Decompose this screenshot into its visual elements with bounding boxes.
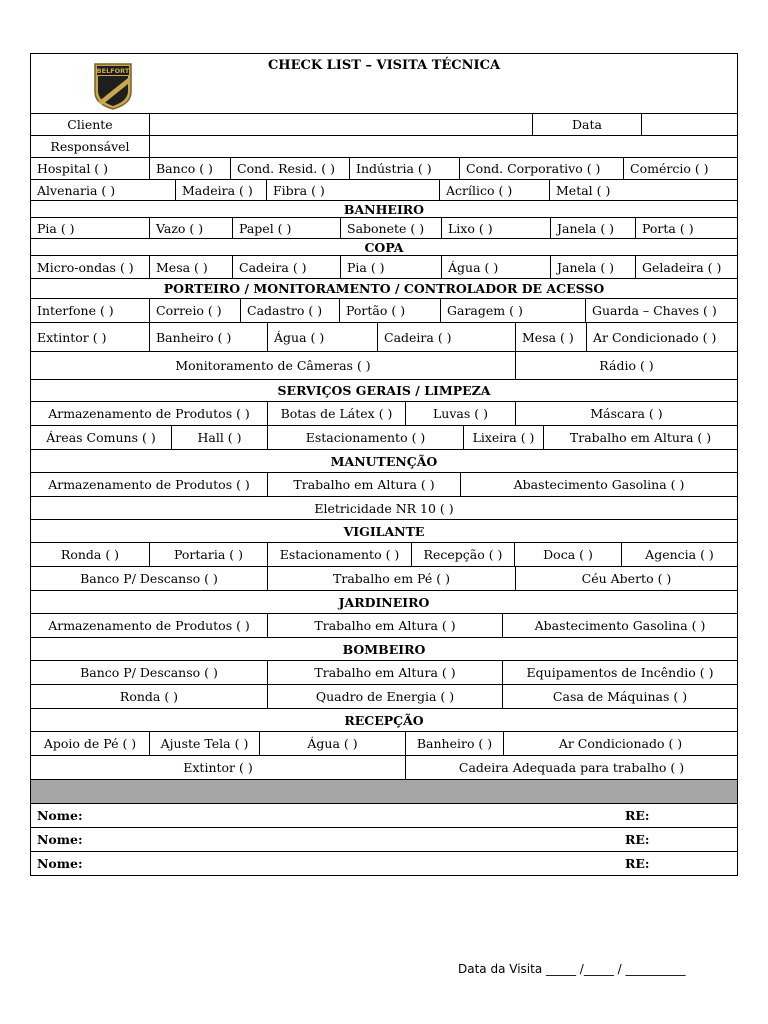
- option-equipamentos-incendio[interactable]: Equipamentos de Incêndio ( ): [502, 661, 737, 684]
- option-pia[interactable]: Pia ( ): [340, 256, 441, 278]
- option-cadeira[interactable]: Cadeira ( ): [232, 256, 340, 278]
- jardineiro-row: [31, 613, 737, 637]
- option-interfone[interactable]: Interfone ( ): [37, 303, 114, 318]
- section-manutencao: [31, 449, 737, 472]
- option-banheiro[interactable]: Banheiro ( ): [405, 732, 503, 755]
- option-madeira[interactable]: Madeira ( ): [175, 180, 266, 200]
- option-agencia[interactable]: Agencia ( ): [621, 543, 737, 566]
- name-label[interactable]: Nome:: [37, 856, 83, 871]
- option-geladeira[interactable]: Geladeira ( ): [635, 256, 737, 278]
- option-banco[interactable]: Banco ( ): [149, 158, 230, 179]
- option-recepcao[interactable]: Recepção ( ): [411, 543, 514, 566]
- manutencao-row-1: [31, 472, 737, 496]
- option-apoio-pe[interactable]: Apoio de Pé ( ): [43, 736, 137, 751]
- option-sabonete[interactable]: Sabonete ( ): [340, 218, 441, 238]
- option-cadeira[interactable]: Cadeira ( ): [377, 323, 515, 351]
- option-ceu-aberto[interactable]: Céu Aberto ( ): [515, 567, 737, 590]
- option-cond-resid[interactable]: Cond. Resid. ( ): [230, 158, 349, 179]
- option-luvas[interactable]: Luvas ( ): [405, 402, 515, 425]
- option-agua[interactable]: Água ( ): [259, 732, 405, 755]
- visit-date-line: Data da Visita _____ /_____ / __________: [458, 962, 686, 976]
- option-acrilico[interactable]: Acrílico ( ): [439, 180, 549, 200]
- option-cond-corporativo[interactable]: Cond. Corporativo ( ): [459, 158, 623, 179]
- section-title: MANUTENÇÃO: [330, 453, 438, 469]
- option-porta[interactable]: Porta ( ): [635, 218, 737, 238]
- option-trabalho-altura[interactable]: Trabalho em Altura ( ): [267, 661, 502, 684]
- responsavel-field[interactable]: [149, 136, 737, 157]
- section-title: BANHEIRO: [343, 201, 425, 217]
- option-ronda[interactable]: Ronda ( ): [60, 547, 120, 562]
- option-banco-descanso[interactable]: Banco P/ Descanso ( ): [80, 571, 218, 586]
- option-mascara[interactable]: Máscara ( ): [515, 402, 737, 425]
- option-doca[interactable]: Doca ( ): [514, 543, 621, 566]
- option-hall[interactable]: Hall ( ): [171, 426, 267, 449]
- manutencao-row-2: [31, 496, 737, 519]
- re-label[interactable]: RE:: [625, 808, 650, 823]
- section-copa: [31, 238, 737, 255]
- section-title: COPA: [364, 239, 404, 255]
- option-hospital[interactable]: Hospital ( ): [37, 161, 109, 176]
- option-fibra[interactable]: Fibra ( ): [266, 180, 439, 200]
- section-title: JARDINEIRO: [338, 594, 430, 610]
- option-correio[interactable]: Correio ( ): [149, 299, 240, 322]
- portaria-row-3: [31, 351, 737, 379]
- option-ar-condicionado[interactable]: Ar Condicionado ( ): [503, 732, 737, 755]
- client-field[interactable]: [149, 114, 532, 135]
- client-row: [31, 113, 737, 135]
- option-banco-descanso[interactable]: Banco P/ Descanso ( ): [80, 665, 218, 680]
- material-row: [31, 179, 737, 200]
- logo-text: BELFORT: [96, 67, 130, 75]
- option-trabalho-pe[interactable]: Trabalho em Pé ( ): [267, 567, 515, 590]
- option-pia[interactable]: Pia ( ): [37, 220, 75, 236]
- option-industria[interactable]: Indústria ( ): [349, 158, 459, 179]
- option-armazenamento-produtos[interactable]: Armazenamento de Produtos ( ): [48, 618, 250, 633]
- section-jardineiro: [31, 590, 737, 613]
- date-label: Data: [532, 114, 641, 135]
- option-botas-latex[interactable]: Botas de Látex ( ): [267, 402, 405, 425]
- option-estacionamento[interactable]: Estacionamento ( ): [267, 543, 411, 566]
- option-armazenamento-produtos[interactable]: Armazenamento de Produtos ( ): [48, 406, 250, 421]
- option-ronda[interactable]: Ronda ( ): [119, 689, 179, 704]
- option-ar-condicionado[interactable]: Ar Condicionado ( ): [586, 323, 737, 351]
- copa-row: [31, 255, 737, 278]
- gray-separator: [31, 779, 737, 803]
- section-portaria: [31, 278, 737, 298]
- option-trabalho-altura[interactable]: Trabalho em Altura ( ): [543, 426, 737, 449]
- client-label: Cliente: [67, 117, 113, 132]
- option-eletricidade-nr10[interactable]: Eletricidade NR 10 ( ): [314, 500, 454, 516]
- option-abastecimento-gasolina[interactable]: Abastecimento Gasolina ( ): [502, 614, 737, 637]
- option-banheiro[interactable]: Banheiro ( ): [149, 323, 267, 351]
- bombeiro-row-2: [31, 684, 737, 708]
- option-cadastro[interactable]: Cadastro ( ): [240, 299, 339, 322]
- responsavel-row: [31, 135, 737, 157]
- banheiro-row: [31, 217, 737, 238]
- option-casa-maquinas[interactable]: Casa de Máquinas ( ): [502, 685, 737, 708]
- re-label[interactable]: RE:: [625, 832, 650, 847]
- option-armazenamento-produtos[interactable]: Armazenamento de Produtos ( ): [48, 477, 250, 492]
- section-title: PORTEIRO / MONITORAMENTO / CONTROLADOR DE ACESSO: [163, 281, 605, 296]
- section-banheiro: [31, 200, 737, 217]
- section-bombeiro: [31, 637, 737, 660]
- option-portao[interactable]: Portão ( ): [339, 299, 440, 322]
- option-lixeira[interactable]: Lixeira ( ): [463, 426, 543, 449]
- option-radio[interactable]: Rádio ( ): [515, 352, 737, 379]
- section-title: RECEPÇÃO: [344, 712, 424, 728]
- form-header: [31, 54, 737, 113]
- option-extintor[interactable]: Extintor ( ): [183, 760, 253, 775]
- option-vazo[interactable]: Vazo ( ): [149, 218, 232, 238]
- option-extintor[interactable]: Extintor ( ): [37, 329, 107, 345]
- option-micro-ondas[interactable]: Micro-ondas ( ): [37, 259, 134, 275]
- option-agua[interactable]: Água ( ): [441, 256, 550, 278]
- section-vigilante: [31, 519, 737, 542]
- date-field[interactable]: [641, 114, 737, 135]
- recepcao-row-1: [31, 731, 737, 755]
- option-quadro-energia[interactable]: Quadro de Energia ( ): [267, 685, 502, 708]
- portaria-row-1: [31, 298, 737, 322]
- option-papel[interactable]: Papel ( ): [232, 218, 340, 238]
- option-metal[interactable]: Metal ( ): [549, 180, 737, 200]
- name-label[interactable]: Nome:: [37, 808, 83, 823]
- option-mesa[interactable]: Mesa ( ): [149, 256, 232, 278]
- vigilante-row-2: [31, 566, 737, 590]
- bombeiro-row-1: [31, 660, 737, 684]
- vigilante-row-1: [31, 542, 737, 566]
- option-cadeira-adequada[interactable]: Cadeira Adequada para trabalho ( ): [405, 756, 737, 779]
- option-comercio[interactable]: Comércio ( ): [623, 158, 737, 179]
- name-row: [31, 803, 737, 827]
- section-recepcao: [31, 708, 737, 731]
- checklist-form: [30, 53, 738, 876]
- option-portaria[interactable]: Portaria ( ): [149, 543, 267, 566]
- portaria-row-2: [31, 322, 737, 351]
- option-ajuste-tela[interactable]: Ajuste Tela ( ): [149, 732, 259, 755]
- section-title: BOMBEIRO: [342, 641, 426, 657]
- section-title: VIGILANTE: [343, 523, 425, 539]
- name-label[interactable]: Nome:: [37, 832, 83, 847]
- option-trabalho-altura[interactable]: Trabalho em Altura ( ): [267, 473, 460, 496]
- servicos-row-1: [31, 401, 737, 425]
- option-garagem[interactable]: Garagem ( ): [440, 299, 585, 322]
- responsavel-label: Responsável: [50, 139, 130, 154]
- option-monitoramento-cameras[interactable]: Monitoramento de Câmeras ( ): [175, 358, 371, 373]
- option-mesa[interactable]: Mesa ( ): [515, 323, 586, 351]
- option-areas-comuns[interactable]: Áreas Comuns ( ): [46, 430, 156, 445]
- option-janela[interactable]: Janela ( ): [550, 256, 635, 278]
- type-row: [31, 157, 737, 179]
- option-lixo[interactable]: Lixo ( ): [441, 218, 550, 238]
- option-trabalho-altura[interactable]: Trabalho em Altura ( ): [267, 614, 502, 637]
- option-abastecimento-gasolina[interactable]: Abastecimento Gasolina ( ): [460, 473, 737, 496]
- name-row: [31, 851, 737, 875]
- option-alvenaria[interactable]: Alvenaria ( ): [37, 182, 116, 198]
- page-title: CHECK LIST – VISITA TÉCNICA: [267, 58, 501, 73]
- re-label[interactable]: RE:: [625, 856, 650, 871]
- servicos-row-2: [31, 425, 737, 449]
- option-estacionamento[interactable]: Estacionamento ( ): [267, 426, 463, 449]
- option-janela[interactable]: Janela ( ): [550, 218, 635, 238]
- section-title: SERVIÇOS GERAIS / LIMPEZA: [277, 383, 491, 398]
- section-servicos: [31, 379, 737, 401]
- recepcao-row-2: [31, 755, 737, 779]
- option-guarda-chaves[interactable]: Guarda – Chaves ( ): [585, 299, 737, 322]
- name-row: [31, 827, 737, 851]
- option-agua[interactable]: Água ( ): [267, 323, 377, 351]
